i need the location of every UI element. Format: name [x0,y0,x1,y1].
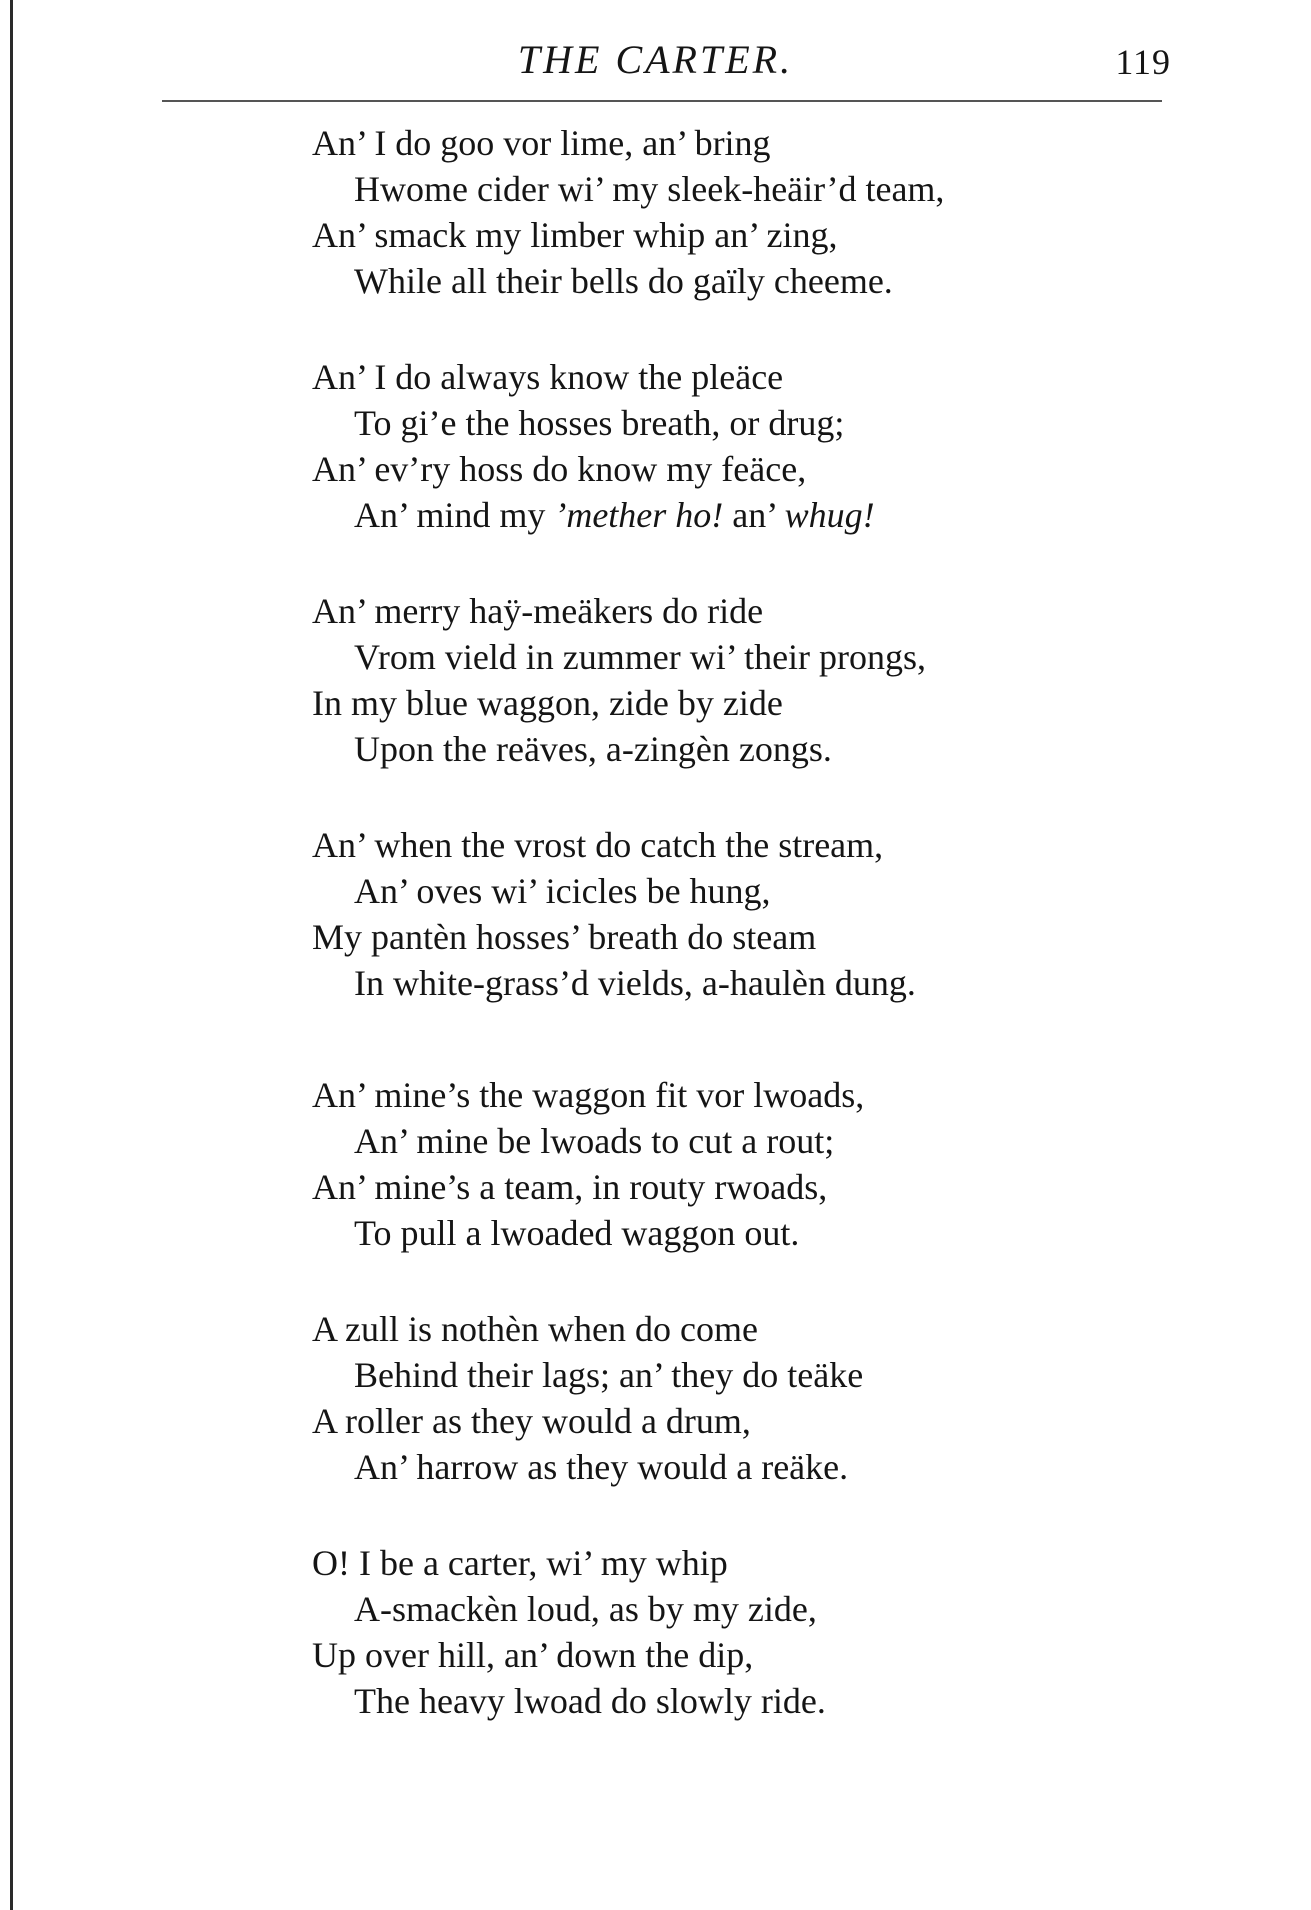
poem-line: Upon the reäves, a-zingèn zongs. [354,729,832,769]
stanza-1 [312,120,1192,304]
poem-line: My pantèn hosses’ breath do steam [312,917,817,957]
binding-edge-rule [10,0,13,1910]
poem-line: In my blue waggon, zide by zide [312,683,783,723]
running-title: THE CARTER. [517,37,794,82]
poem-line: Up over hill, an’ down the dip, [312,1635,754,1675]
poem-line: The heavy lwoad do slowly ride. [354,1681,826,1721]
poem-line: An’ merry haÿ-meäkers do ride [312,591,764,631]
stanza-6 [312,1306,1192,1490]
poem-line: Hwome cider wi’ my sleek-heäir’d team, [354,169,945,209]
stanza-5 [312,1072,1192,1256]
poem-line: To pull a lwoaded waggon out. [354,1213,800,1253]
poem-line-mixed [312,492,1192,538]
poem-line: An’ mine’s the waggon fit vor lwoads, [312,1075,865,1115]
stanza-3 [312,588,1192,772]
poem-line: An’ mine be lwoads to cut a rout; [354,1121,835,1161]
poem-line: O! I be a carter, wi’ my whip [312,1543,728,1583]
page-number: 119 [1115,42,1171,82]
poem-line: In white-grass’d vields, a-haulèn dung. [354,963,916,1003]
stanza-7 [312,1540,1192,1724]
poem-line: A roller as they would a drum, [312,1401,751,1441]
poem-body [312,120,1192,1724]
stanza-4 [312,822,1192,1006]
poem-line: A-smackèn loud, as by my zide, [354,1589,817,1629]
poem-line: While all their bells do gaïly cheeme. [354,261,893,301]
poem-line: To gi’e the hosses breath, or drug; [354,403,845,443]
italic-call: whug! [784,495,875,535]
stanza-2 [312,354,1192,538]
poem-line: A zull is nothèn when do come [312,1309,758,1349]
poem-line: An’ smack my limber whip an’ zing, [312,215,838,255]
poem-line: An’ when the vrost do catch the stream, [312,825,884,865]
poem-line: An’ I do always know the pleäce [312,357,784,397]
italic-call: ’mether ho! [554,495,724,535]
poem-line: An’ I do goo vor lime, an’ bring [312,123,771,163]
poem-line: An’ oves wi’ icicles be hung, [354,871,771,911]
poem-line: An’ harrow as they would a reäke. [354,1447,849,1487]
line-text: an’ [723,495,785,535]
poem-line: Behind their lags; an’ they do teäke [354,1355,864,1395]
poem-line: Vrom vield in zummer wi’ their prongs, [354,637,927,677]
poem-line: An’ mine’s a team, in routy rwoads, [312,1167,828,1207]
header-rule [162,100,1162,102]
poem-line: An’ ev’ry hoss do know my feäce, [312,449,807,489]
line-text: An’ mind my [354,495,555,535]
